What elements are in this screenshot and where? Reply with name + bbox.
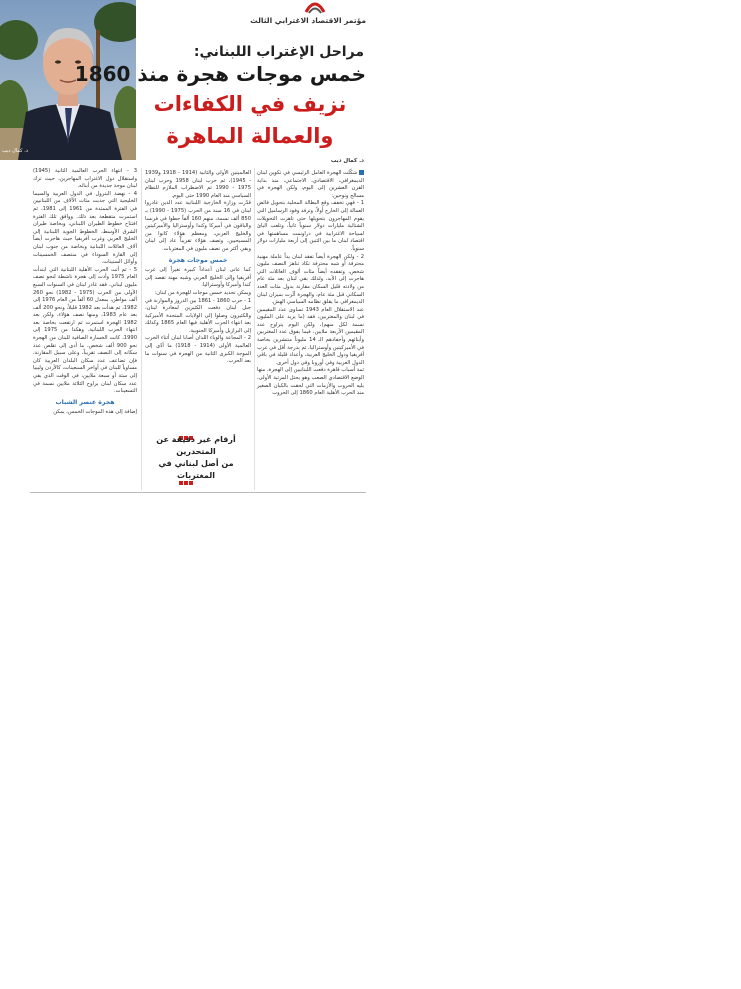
- pull-quote-line: أرقام غير دقيقة عن المتحدرين: [156, 435, 236, 456]
- paragraph: 3 - انتهاء الحرب العالمية الثانية (1945) واستقلال دول الاغتراب المهاجرين، حيث ترك لبنان موجة جديدة من أبنائه.: [33, 168, 137, 190]
- paragraph: 2 - المجاعة والوباء اللذان أصابا لبنان أثناء الحرب العالمية الأولى (1914 - 1918) ما أدّى إلى الموجة الكبرى الثانية من الهجرة في سنوات ما بعد الحرب.: [145, 335, 251, 365]
- photo-caption: د. كمال ديب: [2, 148, 28, 154]
- paragraph: كما عانى لبنان أعداداً كبيرة تغيراً إلى غرب أفريقيا وإلى الخليج العربي وشبه مهنة تقصد إلى كندا وأميركا وأوستراليا.: [145, 267, 251, 289]
- pull-quote-line: من أصل لبناني في المغتربات: [158, 459, 234, 480]
- paragraph: إضافة إلى هذه الموجات الخمس، يمكن: [53, 409, 137, 416]
- headline-subtitle-line2: والعمالة الماهرة: [166, 124, 334, 148]
- article-column-1: [257, 170, 364, 398]
- headline-subtitle-line1: نزيف في الكفاءات: [153, 92, 347, 116]
- pull-quote-ornament-top: [178, 425, 214, 429]
- conference-name: مؤتمر الاقتصاد الاغترابي الثالث: [250, 16, 366, 25]
- section-subhead: هجرة عنصر الشباب: [55, 398, 115, 406]
- byline: د. كمال ديب: [330, 158, 364, 164]
- conference-logo-icon: [304, 0, 326, 16]
- paragraph: 2 - ولكن الهجرة أيضاً تفقد لبنان يداً عاملة مهنية محترفة أو شبه محترفة تكاد تناهز النصف مليون شخص، وتفقده أيضاً مئات ألوف العائلات التي هاجرت إلى الأبد، ولذلك بقي لبنان بعد مئة عام من ولادته قليل السكان مقارنة بدول مئات العدد السكاني قبل مئة عام، والهجرة أثّرت بميزان لبنان الديمغرافي ما يقلق نظامه السياسي الهش.: [257, 253, 364, 306]
- paragraph-text: شكّلت الهجرة العامل الرئيسي في تكوين لبنان الديمغرافي، الاقتصادي، الاجتماعي، منذ بداية القرن العشرين إلى اليوم، ولكن الهجرة في مسالح ونوحين:: [257, 170, 364, 199]
- section-subhead: خمس موجات هجرة: [168, 256, 228, 264]
- article-column-2: [145, 170, 251, 366]
- paragraph: عند الاستقلال العام 1943 تساوى عدد المقيمين في لبنان والمغتربين، فقد (ما يزيد على المليون نسمة لكل منهم)، ولكن اليوم يتراوح عدد المقيمين الأربعة ملايين، فيما يفوق عدد المغتربين وأبنائهم وأحفادهم الـ 14 مليوناً منتشرين بخاصة في الأميركيتين وأوستراليا، ثم بدرجة أقل في غرب أفريقيا ودول الخليج العربية، وأعداد قليلة في باقي الدول العربية وفي أوروبا وفي دول أخرى.: [257, 306, 364, 366]
- paragraph: 4 - نهضة البترول في الدول العربية والسيما الخليجية التي جذبت مئات الآلاف من اللبنانيين في الفترة الممتدة من 1961 إلى 1981، ثم استمرت متقطعة بعد ذلك. وواقق تلك الفترة افتتاح خطوط الطيران اللبناني، وبخاصة طيران الشرق الأوسط، الخطوط الجوية اللبنانية إلى الخليج العربي وغرب أفريقيا حيث هاجرت أيضاً آلاف العائلات اللبنانية وبخاصة من جنوب لبنان إلى القارة السوداء في منتصف الخمسينات وأوائل الستينات.: [33, 190, 137, 266]
- headline-kicker: مراحل الإغتراب اللبناني:: [193, 44, 364, 60]
- pull-quote: [140, 434, 252, 482]
- bottom-divider: [30, 492, 366, 493]
- conference-logo: [250, 0, 366, 32]
- column-divider: [254, 168, 255, 490]
- paragraph: [257, 170, 364, 200]
- paragraph: 1 - فهي تخفف وقع البطالة المحلية بتحويل فائض العمالة إلى الخارج أولاً، وترفد وفود الرساميل التي يقوم المهاجرون بتحويلها حتى تاهزت التحويلات الشتائية مليارات دولار سنوياً ثانياً، وتلعب اليائ لسياحة الاغترابية في دراونمت مساهمتها في اقتصاد لبنان ما بين الثنين إلى أربعة مليارات دولار سنوياً.: [257, 200, 364, 252]
- paragraph: ثمة أسباب قاهرة دفعت اللبنانيين إلى الهجرة، منها الوضع الاقتصادي الصعب وهو يحتل المرتبة الأولى، يليه الحروب والأزمات التي لحقت بالكيان الصغير منذ الحرب الأهلية العام 1860 إلى الحروب: [257, 367, 364, 397]
- paragraph: ويمكن تحديد خمس موجات للهجرة من لبنان:: [154, 289, 251, 296]
- paragraph: 1 - حرب 1860 - 1861 بين الدروز والموارنة في جبل لبنان دفعت الكثيرين لمغادرة لبنان، والكثيرون وصلوا إلى الولايات المتحدة الأميركية بعد انتهاء الحرب الأهلية فيها العام 1865 وكذلك إلى البرازيل وأميركا الجنوبية.: [145, 297, 251, 334]
- article-column-3: [33, 168, 137, 417]
- drop-square-icon: [359, 170, 364, 175]
- paragraph: 5 - ثم أتت الحرب الأهلية اللبنانية التي ابتدأت العام 1975 وأدت إلى هجرة ناشطة لنحو نصف مليون لبناني. فقد غادر لبنان في السنوات السبع الأولى من الحرب (1975 - 1982) نحو 260 ألف مواطن، بمعدل 60 ألفاً من العام 1976 إلى 1982، ثم هدأت بعد 1982 قليلاً، ونحو 200 ألف بعد عام 1983، ومنها نصف هؤلاء، ولكن بعد 1982 الهجرة استمرت ثم ارتفعت بخاصة بعد انتهاء الحرب اللبنانية. وهكذا من 1975 إلى 1990، كانت الخسارة الصافية للبنان من الهجرة نحو 900 ألف شخص، ما أدى إلى تقلص عدد سكانه إلى النصف تقريباً، وعلى سبيل المقارنة، فإن تضاعف عدد سكان البلدان العربية كان مساوياً للبنان في أواخر السبعينات، كالأردن وليبيا إلى ستة أو سبعة ملايين، في الوقت الذي بقي عدد سكان لبنان يراوح الثلاثة ملايين نسمة في التسعينات.: [33, 266, 138, 395]
- paragraph: قدّرت وزارة الخارجية اللبنانية عدد الذين غادروا لبنان في 16 سنة من الحرب (1975 - 1990) بـ 850 ألف نسمة، منهم 160 ألفاً حطوا في فرنسا والباقون في أميركا وكندا وأوستراليا والأميركيتين والخليج العربي، ومعظم هؤلاء كانوا من المسيحيين. وتصف هؤلاء تقريباً عاد إلى لبنان وبقي أكثر من نصف مليون في المغتربات.: [145, 200, 251, 252]
- paragraph: العالميتين الأولى والثانية (1914 - 1918 و1939 - 1945)، ثم حرب لبنان 1958 وحرب لبنان 1975 - 1990 ثم الاضطراب الملازم للنظام السياسي منذ العام 1990 حتى اليوم.: [145, 170, 252, 199]
- pull-quote-ornament-bottom: [178, 470, 214, 474]
- headline-title: خمس موجات هجرة منذ 1860: [74, 62, 366, 86]
